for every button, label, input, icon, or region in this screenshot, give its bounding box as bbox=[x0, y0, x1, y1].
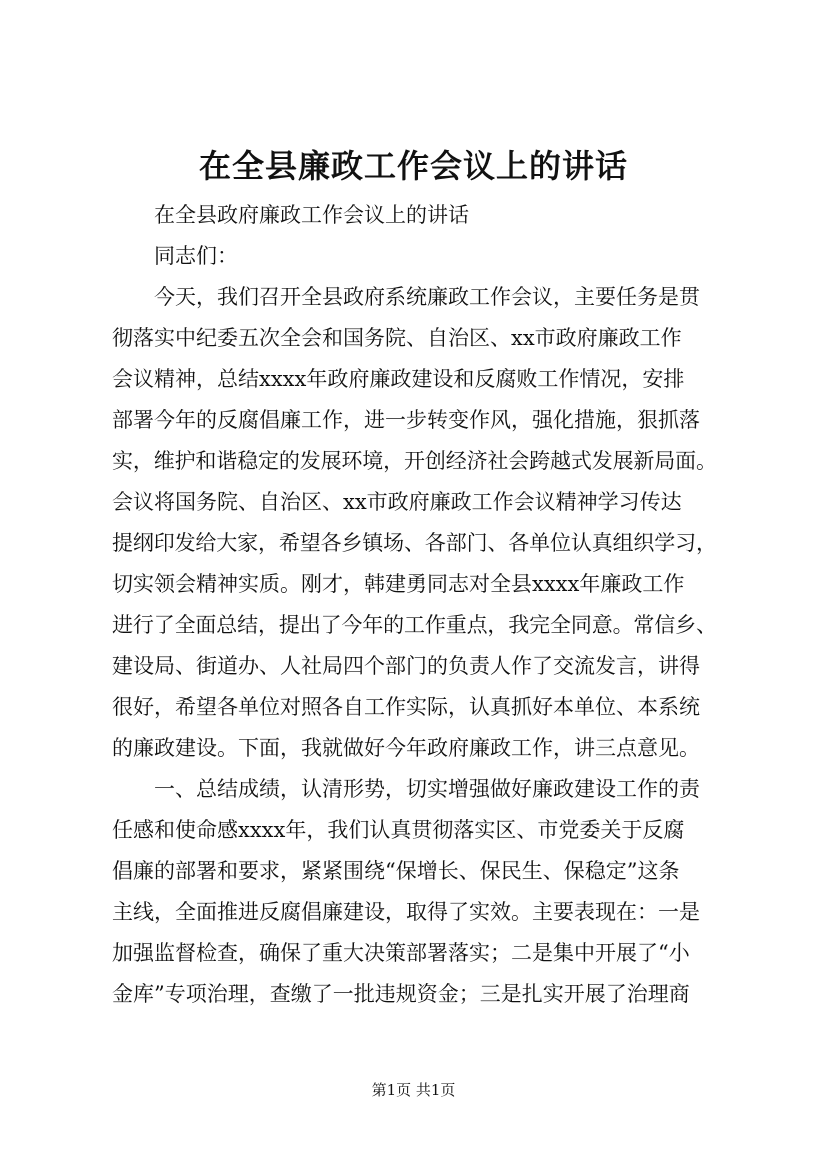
section-heading-line: 一、总结成绩，认清形势，切实增强做好廉政建设工作的责 bbox=[154, 777, 700, 801]
document-title: 在全县廉政工作会议上的讲话 bbox=[198, 147, 628, 185]
body-line-8: 切实领会精神实质。刚才，韩建勇同志对全县xxxx年廉政工作 bbox=[112, 572, 685, 596]
body-line-5: 实，维护和谐稳定的发展环境，开创经济社会跨越式发展新局面。 bbox=[112, 449, 717, 473]
body-line-6: 会议将国务院、自治区、xx市政府廉政工作会议精神学习传达 bbox=[112, 490, 682, 514]
page-footer: 第1页 共1页 bbox=[371, 1081, 456, 1099]
subtitle-line: 在全县政府廉政工作会议上的讲话 bbox=[154, 203, 469, 227]
body-line-17: 金库”专项治理，查缴了一批违规资金；三是扎实开展了治理商 bbox=[112, 982, 690, 1006]
body-line-14: 倡廉的部署和要求，紧紧围绕“保增长、保民生、保稳定”这条 bbox=[112, 859, 680, 883]
body-line-16: 加强监督检查，确保了重大决策部署落实；二是集中开展了“小 bbox=[112, 941, 690, 965]
body-line-4: 部署今年的反腐倡廉工作，进一步转变作风，强化措施，狠抓落 bbox=[112, 408, 700, 432]
body-line-9: 进行了全面总结，提出了今年的工作重点，我完全同意。常信乡、 bbox=[112, 613, 717, 637]
body-line-7: 提纲印发给大家，希望各乡镇场、各部门、各单位认真组织学习， bbox=[112, 531, 717, 555]
salutation-line: 同志们： bbox=[154, 244, 238, 268]
body-line-3: 会议精神，总结xxxx年政府廉政建设和反腐败工作情况，安排 bbox=[112, 367, 685, 391]
body-line-13: 任感和使命感xxxx年，我们认真贯彻落实区、市党委关于反腐 bbox=[112, 818, 685, 842]
body-line-1: 今天，我们召开全县政府系统廉政工作会议，主要任务是贯 bbox=[154, 285, 700, 309]
body-line-12: 的廉政建设。下面，我就做好今年政府廉政工作，讲三点意见。 bbox=[112, 736, 700, 760]
body-line-10: 建设局、街道办、人社局四个部门的负责人作了交流发言，讲得 bbox=[112, 654, 700, 678]
body-line-2: 彻落实中纪委五次全会和国务院、自治区、xx市政府廉政工作 bbox=[112, 326, 682, 350]
body-line-11: 很好，希望各单位对照各自工作实际，认真抓好本单位、本系统 bbox=[112, 695, 700, 719]
body-line-15: 主线，全面推进反腐倡廉建设，取得了实效。主要表现在：一是 bbox=[112, 900, 700, 924]
